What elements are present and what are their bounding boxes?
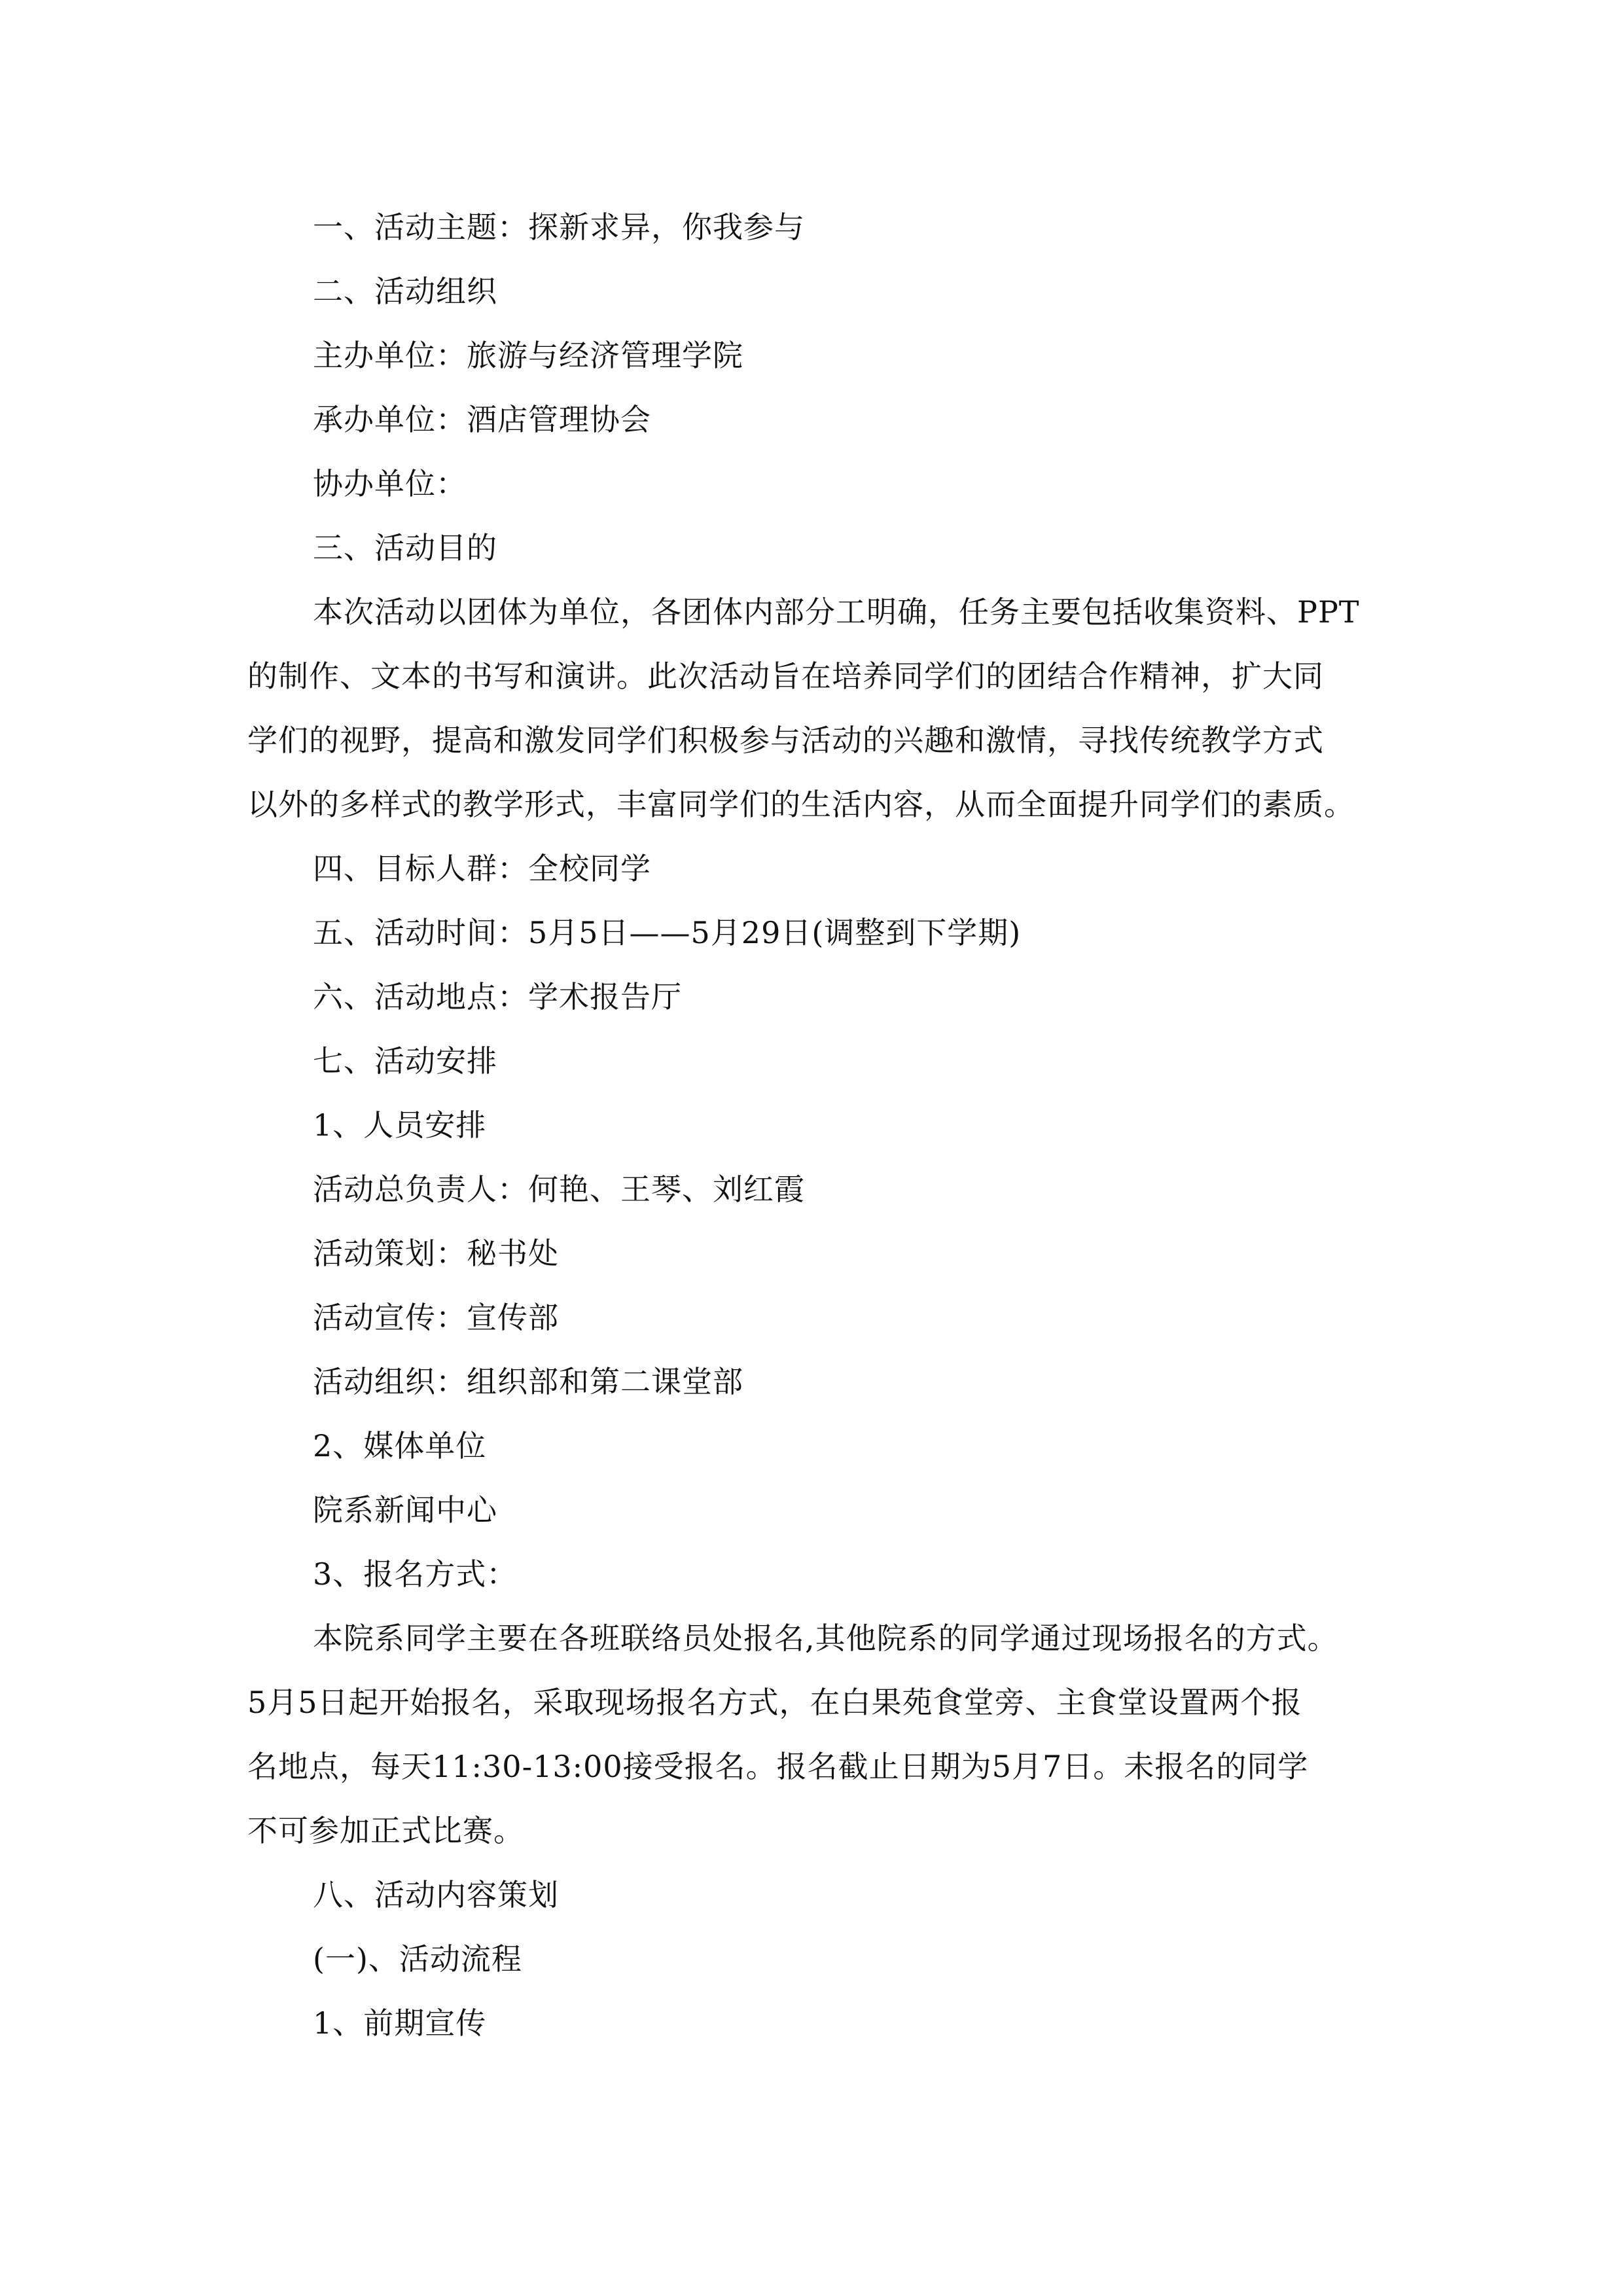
heading-activity-purpose: 三、活动目的 [313, 530, 497, 565]
paragraph-line: 5月5日起开始报名，采取现场报名方式，在白果苑食堂旁、主食堂设置两个报 [247, 1685, 1302, 1720]
registration-paragraph [247, 1606, 1376, 1863]
subheading-early-publicity: 1、前期宣传 [313, 2005, 487, 2041]
document-body [247, 195, 1376, 2055]
text-publicity: 活动宣传：宣传部 [313, 1300, 559, 1335]
subheading-activity-process: (一)、活动流程 [313, 1941, 522, 1977]
text-organization: 活动组织：组织部和第二课堂部 [313, 1364, 743, 1399]
heading-content-planning: 八、活动内容策划 [313, 1877, 559, 1912]
heading-activity-theme: 一、活动主题：探新求异，你我参与 [313, 209, 805, 245]
heading-activity-arrangement: 七、活动安排 [313, 1043, 497, 1079]
paragraph-line: 的制作、文本的书写和演讲。此次活动旨在培养同学们的团结合作精神，扩大同 [247, 658, 1324, 694]
heading-activity-organization: 二、活动组织 [313, 274, 497, 309]
text-organizer-unit: 承办单位：酒店管理协会 [313, 402, 651, 437]
paragraph-line: 名地点，每天11:30-13:00接受报名。报名截止日期为5月7日。未报名的同学 [247, 1749, 1309, 1784]
paragraph-line: 不可参加正式比赛。 [247, 1813, 524, 1848]
text-target-audience: 四、目标人群：全校同学 [313, 851, 651, 886]
text-activity-location: 六、活动地点：学术报告厅 [313, 979, 682, 1014]
text-co-organizer-unit: 协办单位： [313, 466, 467, 501]
paragraph-line: 本院系同学主要在各班联络员处报名,其他院系的同学通过现场报名的方式。 [313, 1621, 1338, 1656]
subheading-registration-method: 3、报名方式： [313, 1556, 518, 1592]
text-activity-time: 五、活动时间：5月5日——5月29日(调整到下学期) [313, 915, 1022, 950]
text-general-leaders: 活动总负责人：何艳、王琴、刘红霞 [313, 1172, 805, 1207]
text-planning: 活动策划：秘书处 [313, 1236, 559, 1271]
paragraph-line: 以外的多样式的教学形式，丰富同学们的生活内容，从而全面提升同学们的素质。 [247, 787, 1355, 822]
subheading-media-unit: 2、媒体单位 [313, 1428, 487, 1463]
text-news-center: 院系新闻中心 [313, 1492, 497, 1528]
purpose-paragraph [247, 580, 1376, 836]
paragraph-line: 学们的视野，提高和激发同学们积极参与活动的兴趣和激情，寻找传统教学方式 [247, 723, 1324, 758]
paragraph-line: 本次活动以团体为单位，各团体内部分工明确，任务主要包括收集资料、PPT [313, 594, 1360, 630]
subheading-staff-arrangement: 1、人员安排 [313, 1107, 487, 1143]
text-host-unit: 主办单位：旅游与经济管理学院 [313, 338, 743, 373]
